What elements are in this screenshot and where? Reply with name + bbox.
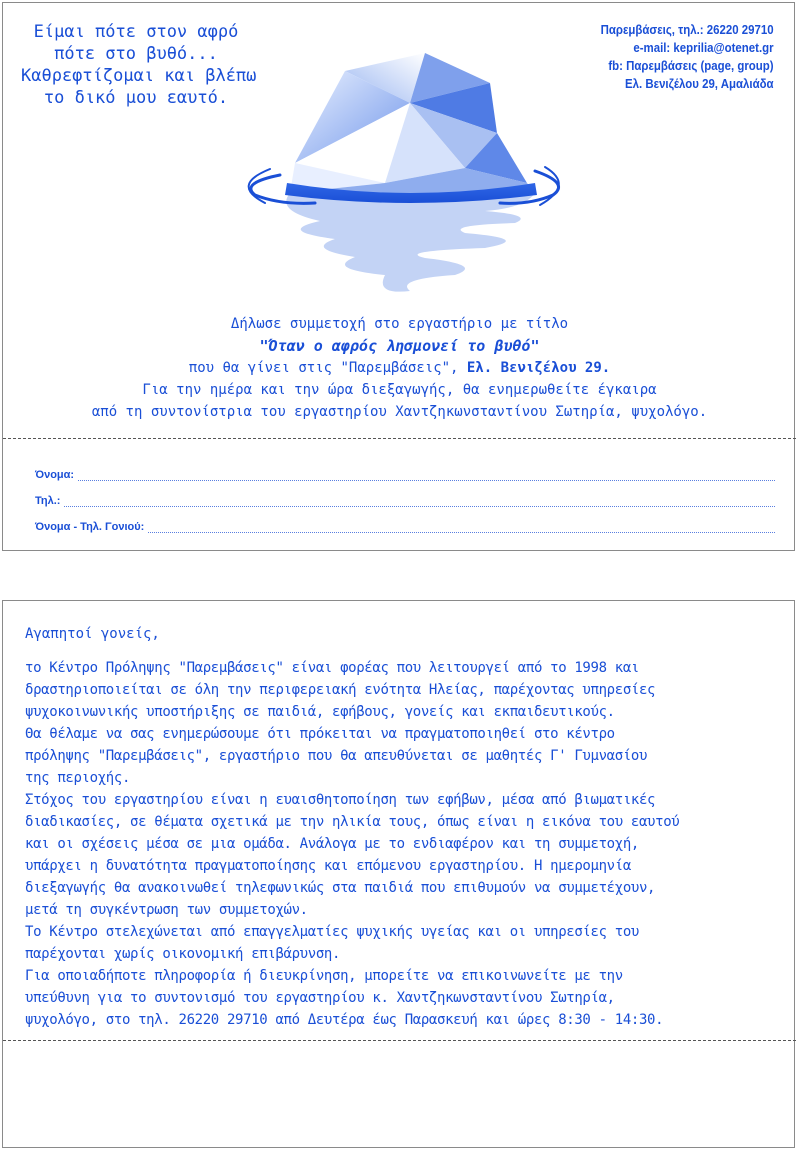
- invite-line: από τη συντονίστρια του εργαστηρίου Χαντζηκωνσταντίνου Σωτηρία, ψυχολόγο.: [91, 404, 708, 420]
- letter-line: διαδικασίες, σε θέματα σχετικά με την ηλικία τους, όπως είναι η εικόνα του εαυτού: [25, 814, 680, 830]
- reflection-shape: [286, 193, 535, 292]
- phone-label: Τηλ.:: [35, 495, 61, 507]
- signup-form: [35, 455, 775, 533]
- letter-line: Το Κέντρο στελεχώνεται από επαγγελματίες ψυχικής υγείας και οι υπηρεσίες του: [25, 924, 639, 940]
- letter-line: ψυχοκοινωνικής υποστήριξης σε παιδιά, εφήβους, γονείς και εκπαιδευτικούς.: [25, 704, 615, 720]
- name-row: [35, 455, 775, 481]
- letter-line: Θα θέλαμε να σας ενημερώσουμε ότι πρόκειται να πραγματοποιηθεί στο κέντρο: [25, 726, 615, 742]
- letter-line: πρόληψης "Παρεμβάσεις", εργαστήριο που θα απευθύνεται σε μαθητές Γ' Γυμνασίου: [25, 748, 648, 764]
- poem-line: Είμαι πότε στον αφρό: [33, 22, 239, 42]
- invite-line: Δήλωσε συμμετοχή στο εργαστήριο με τίτλο: [230, 316, 569, 332]
- parent-row: [35, 507, 775, 533]
- letter-line: Στόχος του εργαστηρίου είναι η ευαισθητοποίηση των εφήβων, μέσα από βιωματικές: [25, 792, 656, 808]
- letter-line: μετά τη συγκέντρωση των συμμετοχών.: [25, 902, 308, 918]
- contact-info: [601, 21, 774, 93]
- contact-email: e-mail: keprilia@otenet.gr: [633, 40, 774, 55]
- invite-address: Ελ. Βενιζέλου 29.: [466, 360, 611, 376]
- letter-line: ψυχολόγο, στο τηλ. 26220 29710 από Δευτέρα έως Παρασκευή και ώρες 8:30 - 14:30.: [25, 1012, 664, 1028]
- poem-line: πότε στο βυθό...: [54, 44, 218, 64]
- contact-facebook: fb: Παρεμβάσεις (page, group): [608, 58, 774, 73]
- contact-phone: Παρεμβάσεις, τηλ.: 26220 29710: [601, 22, 774, 37]
- phone-field[interactable]: [64, 494, 775, 507]
- workshop-title: "Όταν ο αφρός λησμονεί το βυθό": [259, 337, 540, 355]
- poem-line: το δικό μου εαυτό.: [43, 88, 229, 108]
- front-card: [2, 2, 795, 551]
- letter-line: το Κέντρο Πρόληψης "Παρεμβάσεις" είναι φορέας που λειτουργεί από το 1998 και: [25, 660, 639, 676]
- name-field[interactable]: [78, 468, 775, 481]
- contact-address: Ελ. Βενιζέλου 29, Αμαλιάδα: [625, 76, 774, 91]
- invite-line: [3, 357, 796, 379]
- iceberg-illustration: [235, 43, 565, 308]
- parent-letter: [25, 623, 780, 1031]
- cut-line: [3, 438, 796, 439]
- invite-venue-text: που θα γίνει στις "Παρεμβάσεις",: [188, 360, 467, 376]
- letter-line: παρέχονται χωρίς οικονομική επιβάρυνση.: [25, 946, 341, 962]
- back-card: [2, 600, 795, 1148]
- letter-body: [25, 657, 780, 1031]
- letter-line: υπάρχει η δυνατότητα πραγματοποίησης και επόμενου εργαστηρίου. Η ημερομηνία: [25, 858, 631, 874]
- letter-line: υπεύθυνη για το συντονισμό του εργαστηρίου κ. Χαντζηκωνσταντίνου Σωτηρία,: [25, 990, 615, 1006]
- phone-row: [35, 481, 775, 507]
- name-label: Όνομα:: [35, 469, 75, 481]
- poem-line: Καθρεφτίζομαι και βλέπω: [21, 66, 257, 86]
- letter-greeting: Αγαπητοί γονείς,: [25, 626, 160, 642]
- invite-line: Για την ημέρα και την ώρα διεξαγωγής, θα ενημερωθείτε έγκαιρα: [142, 382, 657, 398]
- letter-line: Για οποιαδήποτε πληροφορία ή διευκρίνηση, μπορείτε να επικοινωνείτε με την: [25, 968, 623, 984]
- parent-field[interactable]: [148, 520, 775, 533]
- poem: [21, 21, 257, 109]
- letter-line: διεξαγωγής θα ανακοινωθεί τηλεφωνικώς στα παιδιά που επιθυμούν να συμμετέχουν,: [25, 880, 656, 896]
- invitation-text: [3, 313, 796, 423]
- letter-line: της περιοχής.: [25, 770, 131, 786]
- letter-line: και οι σχέσεις μέσα σε μια ομάδα. Ανάλογα με το ενδιαφέρον και τη συμμετοχή,: [25, 836, 639, 852]
- cut-line: [3, 1040, 796, 1041]
- letter-line: δραστηριοποιείται σε όλη την περιφερειακή ενότητα Ηλείας, παρέχοντας υπηρεσίες: [25, 682, 656, 698]
- parent-label: Όνομα - Τηλ. Γονιού:: [35, 521, 145, 533]
